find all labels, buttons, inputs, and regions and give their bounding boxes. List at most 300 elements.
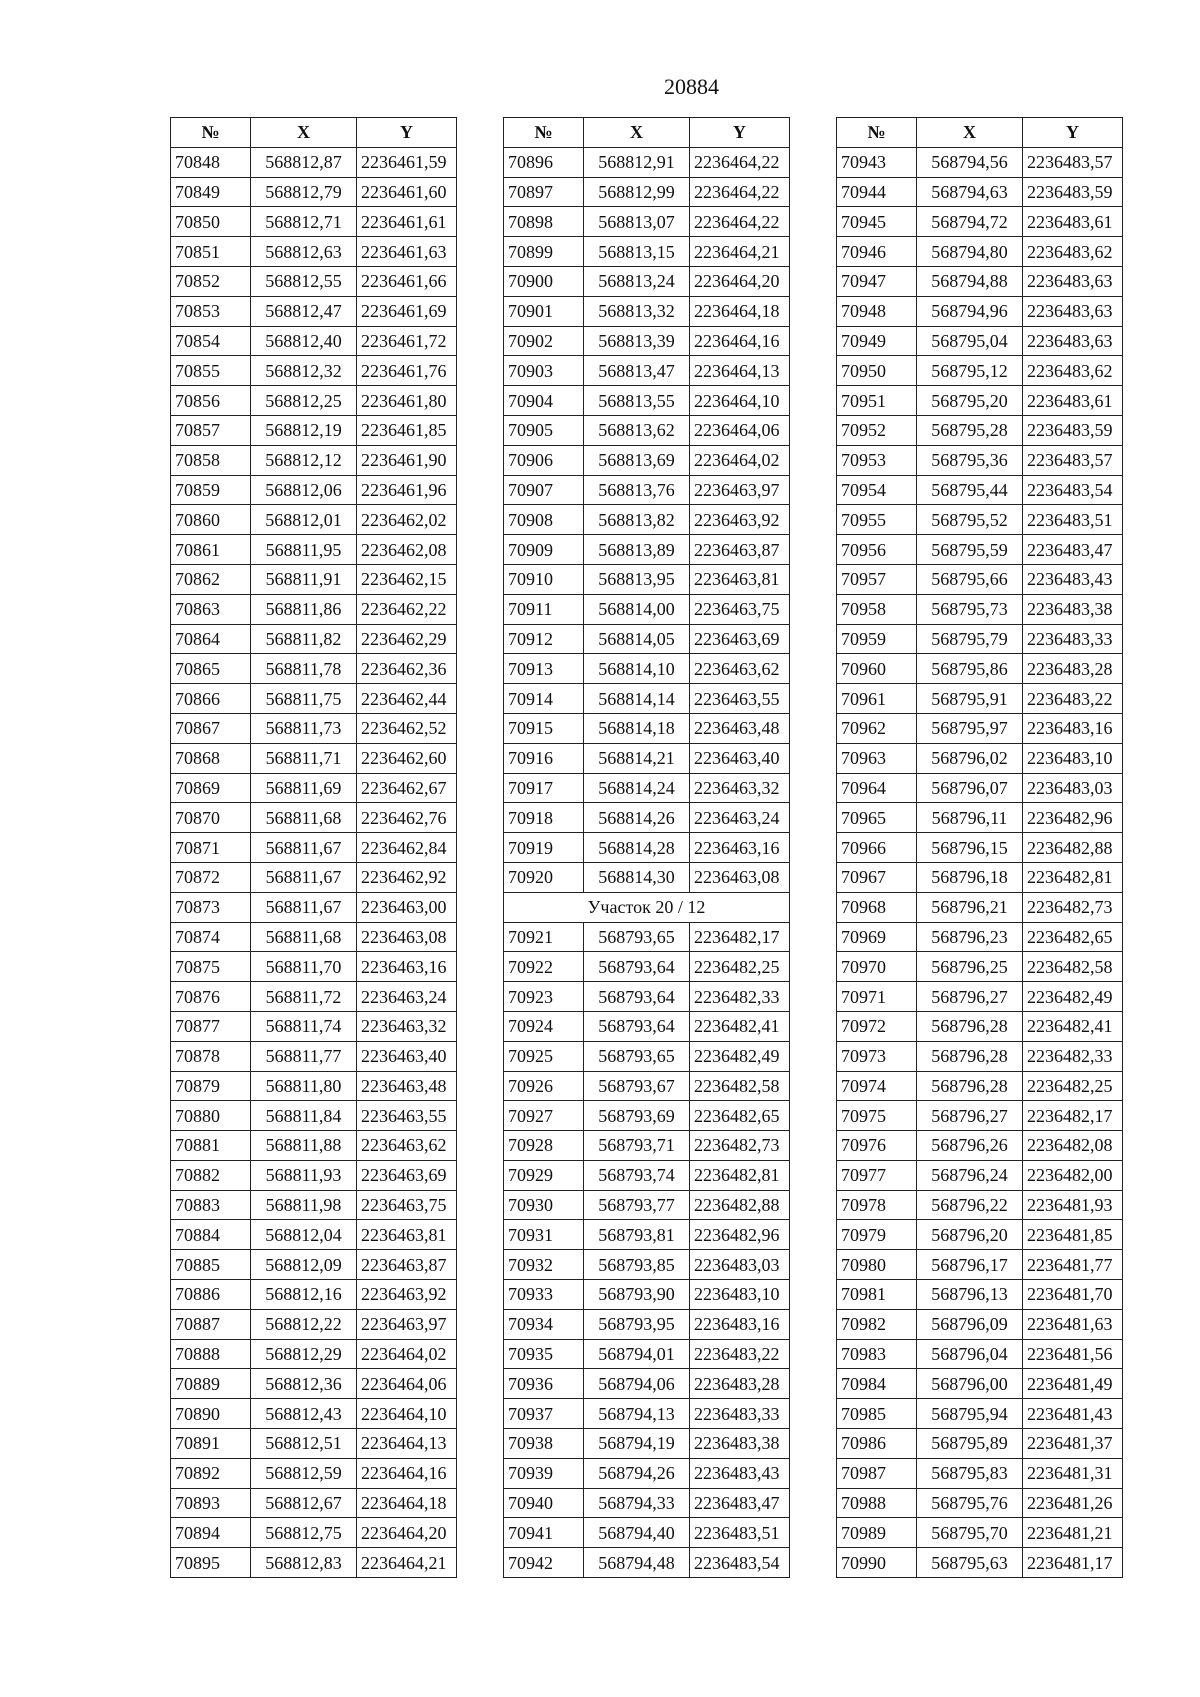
table-row xyxy=(171,147,457,177)
point-number-cell: 70936 xyxy=(504,1369,584,1399)
x-coordinate-cell: 568795,73 xyxy=(917,594,1023,624)
table-row xyxy=(171,1458,457,1488)
point-number-cell: 70960 xyxy=(837,654,917,684)
point-number-cell: 70897 xyxy=(504,177,584,207)
point-number-cell: 70884 xyxy=(171,1220,251,1250)
table-row xyxy=(171,535,457,565)
y-coordinate-cell: 2236482,81 xyxy=(1023,862,1123,892)
point-number-cell: 70983 xyxy=(837,1339,917,1369)
x-coordinate-cell: 568793,65 xyxy=(584,922,690,952)
point-number-cell: 70922 xyxy=(504,952,584,982)
table-row xyxy=(171,177,457,207)
point-number-cell: 70974 xyxy=(837,1071,917,1101)
table-row xyxy=(504,415,790,445)
y-coordinate-cell: 2236464,21 xyxy=(690,237,790,267)
table-row xyxy=(171,1131,457,1161)
y-coordinate-cell: 2236481,26 xyxy=(1023,1488,1123,1518)
y-coordinate-cell: 2236482,96 xyxy=(690,1220,790,1250)
table-row xyxy=(837,654,1123,684)
y-coordinate-cell: 2236483,10 xyxy=(1023,743,1123,773)
table-row xyxy=(171,1250,457,1280)
y-coordinate-cell: 2236463,75 xyxy=(690,594,790,624)
point-number-cell: 70871 xyxy=(171,833,251,863)
table-row xyxy=(837,594,1123,624)
y-coordinate-cell: 2236483,54 xyxy=(690,1548,790,1578)
table-row xyxy=(504,386,790,416)
y-coordinate-cell: 2236482,49 xyxy=(1023,982,1123,1012)
table-row xyxy=(504,237,790,267)
x-coordinate-cell: 568812,06 xyxy=(251,475,357,505)
table-row xyxy=(504,1429,790,1459)
x-coordinate-cell: 568793,67 xyxy=(584,1071,690,1101)
x-coordinate-cell: 568813,15 xyxy=(584,237,690,267)
x-coordinate-cell: 568796,22 xyxy=(917,1190,1023,1220)
y-coordinate-cell: 2236464,21 xyxy=(357,1548,457,1578)
table-row xyxy=(504,535,790,565)
x-coordinate-cell: 568813,95 xyxy=(584,564,690,594)
y-coordinate-cell: 2236483,57 xyxy=(1023,445,1123,475)
point-number-cell: 70857 xyxy=(171,415,251,445)
y-coordinate-cell: 2236482,73 xyxy=(1023,892,1123,922)
table-row xyxy=(504,356,790,386)
y-coordinate-cell: 2236483,54 xyxy=(1023,475,1123,505)
x-coordinate-cell: 568812,25 xyxy=(251,386,357,416)
y-coordinate-cell: 2236463,24 xyxy=(357,982,457,1012)
y-coordinate-cell: 2236481,85 xyxy=(1023,1220,1123,1250)
x-coordinate-cell: 568796,00 xyxy=(917,1369,1023,1399)
y-coordinate-cell: 2236482,41 xyxy=(1023,1011,1123,1041)
x-coordinate-cell: 568796,15 xyxy=(917,833,1023,863)
x-coordinate-cell: 568811,78 xyxy=(251,654,357,684)
point-number-cell: 70894 xyxy=(171,1518,251,1548)
table-row xyxy=(504,564,790,594)
point-number-cell: 70944 xyxy=(837,177,917,207)
table-row xyxy=(504,684,790,714)
point-number-cell: 70934 xyxy=(504,1309,584,1339)
table-row xyxy=(504,803,790,833)
x-coordinate-cell: 568796,11 xyxy=(917,803,1023,833)
x-coordinate-cell: 568812,19 xyxy=(251,415,357,445)
table-row xyxy=(504,475,790,505)
table-row xyxy=(504,147,790,177)
table-row xyxy=(504,952,790,982)
x-coordinate-cell: 568812,99 xyxy=(584,177,690,207)
point-number-cell: 70925 xyxy=(504,1041,584,1071)
x-coordinate-cell: 568795,97 xyxy=(917,713,1023,743)
point-number-cell: 70946 xyxy=(837,237,917,267)
y-coordinate-cell: 2236483,28 xyxy=(1023,654,1123,684)
x-coordinate-cell: 568795,94 xyxy=(917,1399,1023,1429)
y-coordinate-cell: 2236482,81 xyxy=(690,1160,790,1190)
point-number-cell: 70955 xyxy=(837,505,917,535)
y-coordinate-cell: 2236482,17 xyxy=(690,922,790,952)
table-row xyxy=(837,1041,1123,1071)
point-number-cell: 70938 xyxy=(504,1429,584,1459)
y-coordinate-cell: 2236482,49 xyxy=(690,1041,790,1071)
point-number-cell: 70921 xyxy=(504,922,584,952)
x-coordinate-cell: 568794,56 xyxy=(917,147,1023,177)
point-number-cell: 70858 xyxy=(171,445,251,475)
x-coordinate-cell: 568812,04 xyxy=(251,1220,357,1250)
point-number-cell: 70952 xyxy=(837,415,917,445)
x-coordinate-cell: 568812,40 xyxy=(251,326,357,356)
x-coordinate-cell: 568793,90 xyxy=(584,1280,690,1310)
table-row xyxy=(837,207,1123,237)
y-coordinate-cell: 2236464,02 xyxy=(690,445,790,475)
point-number-cell: 70891 xyxy=(171,1429,251,1459)
y-coordinate-cell: 2236464,22 xyxy=(690,177,790,207)
x-coordinate-cell: 568794,26 xyxy=(584,1458,690,1488)
x-coordinate-cell: 568794,96 xyxy=(917,296,1023,326)
y-coordinate-cell: 2236464,06 xyxy=(690,415,790,445)
y-coordinate-cell: 2236483,47 xyxy=(690,1488,790,1518)
x-coordinate-cell: 568811,80 xyxy=(251,1071,357,1101)
x-coordinate-cell: 568794,63 xyxy=(917,177,1023,207)
point-number-cell: 70914 xyxy=(504,684,584,714)
point-number-cell: 70912 xyxy=(504,624,584,654)
x-coordinate-cell: 568796,25 xyxy=(917,952,1023,982)
point-number-cell: 70961 xyxy=(837,684,917,714)
point-number-cell: 70918 xyxy=(504,803,584,833)
x-coordinate-cell: 568811,73 xyxy=(251,713,357,743)
y-coordinate-cell: 2236483,10 xyxy=(690,1280,790,1310)
table-row xyxy=(171,237,457,267)
table-row xyxy=(837,952,1123,982)
table-row xyxy=(171,624,457,654)
table-row xyxy=(837,445,1123,475)
point-number-cell: 70954 xyxy=(837,475,917,505)
x-coordinate-cell: 568812,16 xyxy=(251,1280,357,1310)
table-row xyxy=(504,833,790,863)
point-number-cell: 70932 xyxy=(504,1250,584,1280)
y-coordinate-cell: 2236463,40 xyxy=(690,743,790,773)
x-coordinate-cell: 568811,70 xyxy=(251,952,357,982)
x-coordinate-cell: 568812,29 xyxy=(251,1339,357,1369)
x-coordinate-cell: 568812,09 xyxy=(251,1250,357,1280)
table-row xyxy=(171,1190,457,1220)
x-coordinate-cell: 568795,79 xyxy=(917,624,1023,654)
y-coordinate-cell: 2236461,59 xyxy=(357,147,457,177)
y-coordinate-cell: 2236463,69 xyxy=(690,624,790,654)
point-number-cell: 70895 xyxy=(171,1548,251,1578)
x-coordinate-cell: 568811,91 xyxy=(251,564,357,594)
x-coordinate-cell: 568795,59 xyxy=(917,535,1023,565)
point-number-cell: 70986 xyxy=(837,1429,917,1459)
point-number-cell: 70879 xyxy=(171,1071,251,1101)
point-number-cell: 70990 xyxy=(837,1548,917,1578)
y-coordinate-cell: 2236463,55 xyxy=(357,1101,457,1131)
point-number-cell: 70930 xyxy=(504,1190,584,1220)
table-row xyxy=(504,922,790,952)
x-coordinate-cell: 568813,32 xyxy=(584,296,690,326)
table-row xyxy=(837,1458,1123,1488)
table-row xyxy=(504,1369,790,1399)
point-number-cell: 70948 xyxy=(837,296,917,326)
y-coordinate-cell: 2236464,22 xyxy=(690,147,790,177)
y-coordinate-cell: 2236463,32 xyxy=(357,1011,457,1041)
y-coordinate-cell: 2236482,58 xyxy=(1023,952,1123,982)
table-row xyxy=(504,505,790,535)
y-coordinate-cell: 2236481,70 xyxy=(1023,1280,1123,1310)
table-row xyxy=(837,475,1123,505)
table-row xyxy=(504,743,790,773)
x-coordinate-cell: 568812,43 xyxy=(251,1399,357,1429)
x-coordinate-cell: 568794,40 xyxy=(584,1518,690,1548)
y-coordinate-cell: 2236461,90 xyxy=(357,445,457,475)
x-coordinate-cell: 568793,71 xyxy=(584,1131,690,1161)
point-number-cell: 70924 xyxy=(504,1011,584,1041)
point-number-cell: 70861 xyxy=(171,535,251,565)
x-coordinate-cell: 568796,27 xyxy=(917,1101,1023,1131)
table-row xyxy=(171,1071,457,1101)
y-coordinate-cell: 2236483,22 xyxy=(690,1339,790,1369)
y-coordinate-cell: 2236482,25 xyxy=(690,952,790,982)
point-number-cell: 70887 xyxy=(171,1309,251,1339)
x-coordinate-cell: 568811,95 xyxy=(251,535,357,565)
table-row xyxy=(171,386,457,416)
y-coordinate-cell: 2236483,33 xyxy=(690,1399,790,1429)
point-number-cell: 70989 xyxy=(837,1518,917,1548)
x-coordinate-cell: 568796,13 xyxy=(917,1280,1023,1310)
column-header-number: № xyxy=(171,118,251,148)
table-row xyxy=(837,415,1123,445)
table-row xyxy=(504,1548,790,1578)
point-number-cell: 70981 xyxy=(837,1280,917,1310)
x-coordinate-cell: 568796,17 xyxy=(917,1250,1023,1280)
point-number-cell: 70951 xyxy=(837,386,917,416)
table-row xyxy=(171,445,457,475)
table-row xyxy=(837,177,1123,207)
point-number-cell: 70854 xyxy=(171,326,251,356)
table-row xyxy=(837,237,1123,267)
point-number-cell: 70927 xyxy=(504,1101,584,1131)
table-row xyxy=(837,1488,1123,1518)
point-number-cell: 70957 xyxy=(837,564,917,594)
x-coordinate-cell: 568796,21 xyxy=(917,892,1023,922)
point-number-cell: 70902 xyxy=(504,326,584,356)
y-coordinate-cell: 2236482,00 xyxy=(1023,1160,1123,1190)
point-number-cell: 70919 xyxy=(504,833,584,863)
table-row xyxy=(171,654,457,684)
y-coordinate-cell: 2236463,08 xyxy=(357,922,457,952)
x-coordinate-cell: 568796,02 xyxy=(917,743,1023,773)
y-coordinate-cell: 2236483,59 xyxy=(1023,177,1123,207)
x-coordinate-cell: 568795,70 xyxy=(917,1518,1023,1548)
point-number-cell: 70985 xyxy=(837,1399,917,1429)
point-number-cell: 70966 xyxy=(837,833,917,863)
y-coordinate-cell: 2236462,36 xyxy=(357,654,457,684)
x-coordinate-cell: 568795,76 xyxy=(917,1488,1023,1518)
y-coordinate-cell: 2236463,81 xyxy=(690,564,790,594)
coordinates-table-1 xyxy=(170,117,457,1578)
point-number-cell: 70953 xyxy=(837,445,917,475)
y-coordinate-cell: 2236481,63 xyxy=(1023,1309,1123,1339)
table-row xyxy=(837,1518,1123,1548)
y-coordinate-cell: 2236481,56 xyxy=(1023,1339,1123,1369)
point-number-cell: 70850 xyxy=(171,207,251,237)
x-coordinate-cell: 568811,67 xyxy=(251,833,357,863)
point-number-cell: 70853 xyxy=(171,296,251,326)
y-coordinate-cell: 2236481,93 xyxy=(1023,1190,1123,1220)
x-coordinate-cell: 568814,14 xyxy=(584,684,690,714)
y-coordinate-cell: 2236463,16 xyxy=(690,833,790,863)
x-coordinate-cell: 568796,26 xyxy=(917,1131,1023,1161)
column-header-x: X xyxy=(251,118,357,148)
y-coordinate-cell: 2236462,29 xyxy=(357,624,457,654)
table-row xyxy=(171,743,457,773)
table-row xyxy=(837,1369,1123,1399)
y-coordinate-cell: 2236463,16 xyxy=(357,952,457,982)
x-coordinate-cell: 568811,88 xyxy=(251,1131,357,1161)
table-row xyxy=(171,862,457,892)
point-number-cell: 70947 xyxy=(837,266,917,296)
table-row xyxy=(837,1131,1123,1161)
x-coordinate-cell: 568796,23 xyxy=(917,922,1023,952)
table-row xyxy=(171,713,457,743)
point-number-cell: 70875 xyxy=(171,952,251,982)
y-coordinate-cell: 2236483,22 xyxy=(1023,684,1123,714)
column-header-x: X xyxy=(584,118,690,148)
table-row xyxy=(837,982,1123,1012)
x-coordinate-cell: 568794,13 xyxy=(584,1399,690,1429)
point-number-cell: 70942 xyxy=(504,1548,584,1578)
table-row xyxy=(837,1190,1123,1220)
x-coordinate-cell: 568812,87 xyxy=(251,147,357,177)
table-row xyxy=(171,1399,457,1429)
y-coordinate-cell: 2236482,58 xyxy=(690,1071,790,1101)
x-coordinate-cell: 568794,19 xyxy=(584,1429,690,1459)
table-row xyxy=(837,892,1123,922)
point-number-cell: 70923 xyxy=(504,982,584,1012)
x-coordinate-cell: 568813,76 xyxy=(584,475,690,505)
table-row xyxy=(504,296,790,326)
table-row xyxy=(504,207,790,237)
y-coordinate-cell: 2236463,69 xyxy=(357,1160,457,1190)
x-coordinate-cell: 568794,01 xyxy=(584,1339,690,1369)
point-number-cell: 70976 xyxy=(837,1131,917,1161)
y-coordinate-cell: 2236483,33 xyxy=(1023,624,1123,654)
table-row xyxy=(171,564,457,594)
x-coordinate-cell: 568812,59 xyxy=(251,1458,357,1488)
table-row xyxy=(504,1071,790,1101)
point-number-cell: 70910 xyxy=(504,564,584,594)
table-row xyxy=(504,326,790,356)
point-number-cell: 70852 xyxy=(171,266,251,296)
point-number-cell: 70898 xyxy=(504,207,584,237)
x-coordinate-cell: 568811,84 xyxy=(251,1101,357,1131)
x-coordinate-cell: 568812,91 xyxy=(584,147,690,177)
section-title: Участок 20 / 12 xyxy=(504,892,790,922)
table-row xyxy=(837,1250,1123,1280)
x-coordinate-cell: 568795,04 xyxy=(917,326,1023,356)
table-row xyxy=(171,326,457,356)
y-coordinate-cell: 2236482,33 xyxy=(1023,1041,1123,1071)
table-row xyxy=(171,1041,457,1071)
table-row xyxy=(171,356,457,386)
table-row xyxy=(171,982,457,1012)
table-row xyxy=(504,1488,790,1518)
point-number-cell: 70892 xyxy=(171,1458,251,1488)
point-number-cell: 70908 xyxy=(504,505,584,535)
point-number-cell: 70878 xyxy=(171,1041,251,1071)
table-row xyxy=(837,773,1123,803)
table-row xyxy=(837,147,1123,177)
table-row xyxy=(171,1369,457,1399)
x-coordinate-cell: 568811,69 xyxy=(251,773,357,803)
table-row xyxy=(504,1011,790,1041)
y-coordinate-cell: 2236463,55 xyxy=(690,684,790,714)
point-number-cell: 70933 xyxy=(504,1280,584,1310)
point-number-cell: 70899 xyxy=(504,237,584,267)
table-row xyxy=(171,1548,457,1578)
point-number-cell: 70958 xyxy=(837,594,917,624)
point-number-cell: 70872 xyxy=(171,862,251,892)
table-row xyxy=(504,1280,790,1310)
table-row xyxy=(171,266,457,296)
y-coordinate-cell: 2236483,61 xyxy=(1023,386,1123,416)
table-header-row xyxy=(837,118,1123,148)
x-coordinate-cell: 568814,30 xyxy=(584,862,690,892)
point-number-cell: 70864 xyxy=(171,624,251,654)
x-coordinate-cell: 568795,52 xyxy=(917,505,1023,535)
table-row xyxy=(171,952,457,982)
point-number-cell: 70916 xyxy=(504,743,584,773)
y-coordinate-cell: 2236481,21 xyxy=(1023,1518,1123,1548)
x-coordinate-cell: 568794,80 xyxy=(917,237,1023,267)
table-row xyxy=(837,1429,1123,1459)
x-coordinate-cell: 568812,83 xyxy=(251,1548,357,1578)
page-number: 20884 xyxy=(664,74,719,99)
table-row xyxy=(837,1160,1123,1190)
point-number-cell: 70896 xyxy=(504,147,584,177)
y-coordinate-cell: 2236483,38 xyxy=(690,1429,790,1459)
y-coordinate-cell: 2236463,48 xyxy=(357,1071,457,1101)
table-row xyxy=(837,624,1123,654)
x-coordinate-cell: 568796,18 xyxy=(917,862,1023,892)
y-coordinate-cell: 2236462,08 xyxy=(357,535,457,565)
point-number-cell: 70979 xyxy=(837,1220,917,1250)
table-row xyxy=(171,1518,457,1548)
y-coordinate-cell: 2236464,18 xyxy=(690,296,790,326)
point-number-cell: 70941 xyxy=(504,1518,584,1548)
y-coordinate-cell: 2236462,44 xyxy=(357,684,457,714)
point-number-cell: 70886 xyxy=(171,1280,251,1310)
point-number-cell: 70868 xyxy=(171,743,251,773)
table-row xyxy=(504,1220,790,1250)
x-coordinate-cell: 568796,28 xyxy=(917,1071,1023,1101)
point-number-cell: 70977 xyxy=(837,1160,917,1190)
x-coordinate-cell: 568814,21 xyxy=(584,743,690,773)
table-row xyxy=(504,1518,790,1548)
x-coordinate-cell: 568795,28 xyxy=(917,415,1023,445)
point-number-cell: 70940 xyxy=(504,1488,584,1518)
x-coordinate-cell: 568811,72 xyxy=(251,982,357,1012)
x-coordinate-cell: 568794,72 xyxy=(917,207,1023,237)
y-coordinate-cell: 2236463,81 xyxy=(357,1220,457,1250)
x-coordinate-cell: 568814,10 xyxy=(584,654,690,684)
point-number-cell: 70926 xyxy=(504,1071,584,1101)
x-coordinate-cell: 568814,26 xyxy=(584,803,690,833)
point-number-cell: 70866 xyxy=(171,684,251,714)
table-row xyxy=(171,415,457,445)
table-row xyxy=(837,862,1123,892)
x-coordinate-cell: 568794,33 xyxy=(584,1488,690,1518)
y-coordinate-cell: 2236464,13 xyxy=(357,1429,457,1459)
point-number-cell: 70964 xyxy=(837,773,917,803)
table-row xyxy=(171,803,457,833)
y-coordinate-cell: 2236464,06 xyxy=(357,1369,457,1399)
point-number-cell: 70978 xyxy=(837,1190,917,1220)
